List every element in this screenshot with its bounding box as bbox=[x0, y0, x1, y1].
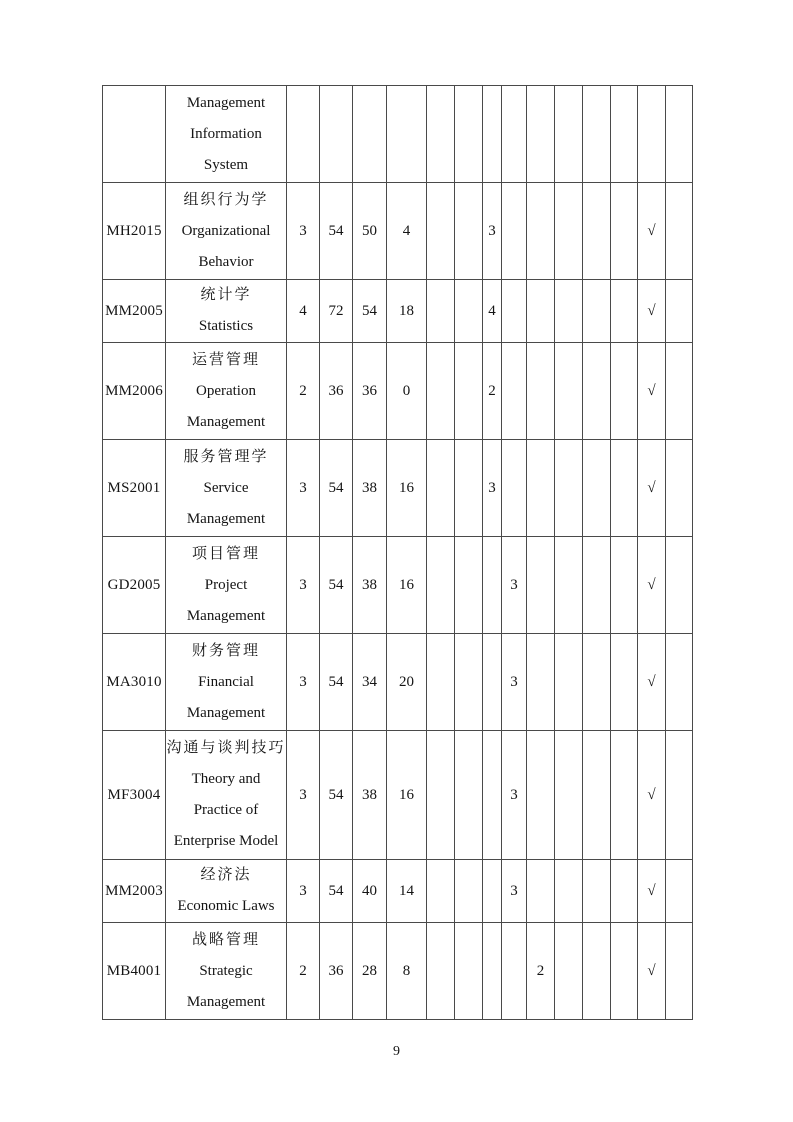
sem3-cell bbox=[483, 634, 502, 731]
course-code-cell: GD2005 bbox=[103, 537, 166, 634]
exam-check-cell: √ bbox=[638, 183, 666, 280]
course-name-line: 统计学 bbox=[200, 287, 252, 303]
sem5-cell bbox=[527, 280, 555, 343]
sem6-cell bbox=[555, 731, 583, 860]
lecture-hours-cell: 40 bbox=[353, 860, 387, 923]
sem4-cell: 3 bbox=[502, 537, 527, 634]
course-name-line: Strategic bbox=[199, 962, 253, 979]
sem4-cell: 3 bbox=[502, 634, 527, 731]
course-name-line: Statistics bbox=[198, 318, 254, 334]
sem1-cell bbox=[427, 183, 455, 280]
total-hours-cell: 54 bbox=[320, 183, 353, 280]
course-name-line: Management bbox=[186, 510, 266, 527]
course-row bbox=[103, 923, 693, 1020]
other-check-cell bbox=[666, 537, 693, 634]
sem4-cell bbox=[502, 280, 527, 343]
course-name-line: Theory and bbox=[191, 771, 261, 787]
course-row bbox=[103, 860, 693, 923]
sem4-cell: 3 bbox=[502, 731, 527, 860]
course-name-cell bbox=[166, 280, 287, 343]
sem7-cell bbox=[583, 183, 611, 280]
sem4-cell: 3 bbox=[502, 860, 527, 923]
lecture-hours-cell: 36 bbox=[353, 343, 387, 440]
sem6-cell bbox=[555, 440, 583, 537]
exam-check-cell: √ bbox=[638, 440, 666, 537]
sem6-cell bbox=[555, 923, 583, 1020]
course-name-line: 项目管理 bbox=[191, 545, 260, 562]
sem8-cell bbox=[611, 86, 638, 183]
sem3-cell: 3 bbox=[483, 183, 502, 280]
other-check-cell bbox=[666, 86, 693, 183]
exam-check-cell: √ bbox=[638, 280, 666, 343]
practice-hours-cell bbox=[387, 86, 427, 183]
exam-check-cell: √ bbox=[638, 923, 666, 1020]
sem6-cell bbox=[555, 280, 583, 343]
sem3-cell bbox=[483, 731, 502, 860]
sem8-cell bbox=[611, 634, 638, 731]
sem7-cell bbox=[583, 537, 611, 634]
sem1-cell bbox=[427, 860, 455, 923]
course-name-line: Management bbox=[186, 413, 266, 430]
sem3-cell bbox=[483, 860, 502, 923]
practice-hours-cell: 18 bbox=[387, 280, 427, 343]
course-name-line: System bbox=[203, 156, 249, 173]
other-check-cell bbox=[666, 440, 693, 537]
course-name-line: Behavior bbox=[198, 253, 254, 270]
sem6-cell bbox=[555, 537, 583, 634]
sem1-cell bbox=[427, 537, 455, 634]
sem8-cell bbox=[611, 280, 638, 343]
other-check-cell bbox=[666, 923, 693, 1020]
course-row bbox=[103, 86, 693, 183]
credits-cell: 2 bbox=[287, 343, 320, 440]
course-name-line: Organizational bbox=[181, 222, 271, 239]
sem3-cell: 2 bbox=[483, 343, 502, 440]
total-hours-cell: 54 bbox=[320, 537, 353, 634]
credits-cell: 2 bbox=[287, 923, 320, 1020]
course-name-line: 经济法 bbox=[200, 867, 252, 883]
course-row bbox=[103, 280, 693, 343]
course-code-cell: MM2006 bbox=[103, 343, 166, 440]
sem1-cell bbox=[427, 634, 455, 731]
course-row bbox=[103, 634, 693, 731]
other-check-cell bbox=[666, 280, 693, 343]
exam-check-cell: √ bbox=[638, 537, 666, 634]
sem2-cell bbox=[455, 183, 483, 280]
other-check-cell bbox=[666, 731, 693, 860]
other-check-cell bbox=[666, 634, 693, 731]
course-code-cell: MM2005 bbox=[103, 280, 166, 343]
course-name-line: Operation bbox=[196, 382, 256, 399]
practice-hours-cell: 16 bbox=[387, 537, 427, 634]
sem3-cell: 3 bbox=[483, 440, 502, 537]
course-code-cell: MB4001 bbox=[103, 923, 166, 1020]
sem8-cell bbox=[611, 537, 638, 634]
course-name-line: Management bbox=[186, 704, 266, 721]
credits-cell: 3 bbox=[287, 634, 320, 731]
sem1-cell bbox=[427, 731, 455, 860]
sem5-cell bbox=[527, 537, 555, 634]
course-name-cell bbox=[166, 183, 287, 280]
course-name-line: Management bbox=[186, 607, 266, 624]
course-name-line: Project bbox=[204, 576, 248, 593]
credits-cell: 3 bbox=[287, 537, 320, 634]
lecture-hours-cell: 50 bbox=[353, 183, 387, 280]
course-code-cell: MS2001 bbox=[103, 440, 166, 537]
course-name-cell bbox=[166, 860, 287, 923]
sem1-cell bbox=[427, 86, 455, 183]
practice-hours-cell: 16 bbox=[387, 440, 427, 537]
course-name-line: 财务管理 bbox=[191, 642, 260, 659]
sem2-cell bbox=[455, 731, 483, 860]
course-row bbox=[103, 537, 693, 634]
credits-cell: 3 bbox=[287, 860, 320, 923]
sem8-cell bbox=[611, 343, 638, 440]
sem2-cell bbox=[455, 537, 483, 634]
course-name-line: Financial bbox=[198, 673, 254, 690]
practice-hours-cell: 0 bbox=[387, 343, 427, 440]
practice-hours-cell: 20 bbox=[387, 634, 427, 731]
course-name-cell bbox=[166, 634, 287, 731]
sem4-cell bbox=[502, 923, 527, 1020]
sem5-cell: 2 bbox=[527, 923, 555, 1020]
sem3-cell bbox=[483, 537, 502, 634]
course-row bbox=[103, 440, 693, 537]
sem1-cell bbox=[427, 280, 455, 343]
sem8-cell bbox=[611, 923, 638, 1020]
course-row bbox=[103, 343, 693, 440]
sem6-cell bbox=[555, 634, 583, 731]
exam-check-cell bbox=[638, 86, 666, 183]
course-name-line: Management bbox=[186, 993, 266, 1010]
exam-check-cell: √ bbox=[638, 343, 666, 440]
sem2-cell bbox=[455, 860, 483, 923]
sem5-cell bbox=[527, 440, 555, 537]
total-hours-cell: 36 bbox=[320, 343, 353, 440]
sem5-cell bbox=[527, 634, 555, 731]
lecture-hours-cell: 34 bbox=[353, 634, 387, 731]
sem5-cell bbox=[527, 343, 555, 440]
sem7-cell bbox=[583, 343, 611, 440]
total-hours-cell bbox=[320, 86, 353, 183]
curriculum-table-body bbox=[103, 86, 693, 1020]
sem6-cell bbox=[555, 343, 583, 440]
course-name-cell bbox=[166, 86, 287, 183]
course-name-cell bbox=[166, 731, 287, 860]
credits-cell bbox=[287, 86, 320, 183]
course-name-line: Enterprise Model bbox=[173, 833, 279, 849]
course-name-line: 沟通与谈判技巧 bbox=[166, 740, 286, 756]
sem8-cell bbox=[611, 183, 638, 280]
sem5-cell bbox=[527, 183, 555, 280]
lecture-hours-cell: 28 bbox=[353, 923, 387, 1020]
lecture-hours-cell bbox=[353, 86, 387, 183]
practice-hours-cell: 16 bbox=[387, 731, 427, 860]
page-number: 9 bbox=[393, 1044, 400, 1059]
credits-cell: 4 bbox=[287, 280, 320, 343]
sem2-cell bbox=[455, 634, 483, 731]
total-hours-cell: 36 bbox=[320, 923, 353, 1020]
lecture-hours-cell: 38 bbox=[353, 731, 387, 860]
credits-cell: 3 bbox=[287, 731, 320, 860]
total-hours-cell: 54 bbox=[320, 440, 353, 537]
total-hours-cell: 54 bbox=[320, 860, 353, 923]
credits-cell: 3 bbox=[287, 183, 320, 280]
course-code-cell: MF3004 bbox=[103, 731, 166, 860]
course-name-line: 战略管理 bbox=[191, 931, 260, 948]
sem3-cell bbox=[483, 86, 502, 183]
total-hours-cell: 54 bbox=[320, 731, 353, 860]
course-name-line: Economic Laws bbox=[177, 898, 275, 914]
course-name-line: 服务管理学 bbox=[183, 448, 269, 465]
sem1-cell bbox=[427, 440, 455, 537]
sem1-cell bbox=[427, 343, 455, 440]
course-name-cell bbox=[166, 343, 287, 440]
sem2-cell bbox=[455, 343, 483, 440]
sem5-cell bbox=[527, 86, 555, 183]
sem2-cell bbox=[455, 86, 483, 183]
other-check-cell bbox=[666, 343, 693, 440]
sem2-cell bbox=[455, 440, 483, 537]
practice-hours-cell: 4 bbox=[387, 183, 427, 280]
total-hours-cell: 54 bbox=[320, 634, 353, 731]
sem1-cell bbox=[427, 923, 455, 1020]
course-row bbox=[103, 183, 693, 280]
sem7-cell bbox=[583, 86, 611, 183]
other-check-cell bbox=[666, 183, 693, 280]
total-hours-cell: 72 bbox=[320, 280, 353, 343]
sem2-cell bbox=[455, 280, 483, 343]
other-check-cell bbox=[666, 860, 693, 923]
course-name-line: Management bbox=[186, 94, 266, 111]
sem7-cell bbox=[583, 280, 611, 343]
lecture-hours-cell: 38 bbox=[353, 440, 387, 537]
sem6-cell bbox=[555, 86, 583, 183]
course-code-cell: MA3010 bbox=[103, 634, 166, 731]
sem7-cell bbox=[583, 923, 611, 1020]
sem7-cell bbox=[583, 440, 611, 537]
course-name-cell bbox=[166, 440, 287, 537]
sem6-cell bbox=[555, 860, 583, 923]
course-name-line: Information bbox=[190, 125, 262, 142]
lecture-hours-cell: 54 bbox=[353, 280, 387, 343]
sem4-cell bbox=[502, 440, 527, 537]
course-name-cell bbox=[166, 923, 287, 1020]
practice-hours-cell: 8 bbox=[387, 923, 427, 1020]
sem3-cell: 4 bbox=[483, 280, 502, 343]
curriculum-table bbox=[102, 85, 693, 1020]
sem3-cell bbox=[483, 923, 502, 1020]
course-name-line: 运营管理 bbox=[191, 351, 260, 368]
lecture-hours-cell: 38 bbox=[353, 537, 387, 634]
course-name-line: Service bbox=[203, 479, 249, 496]
course-row bbox=[103, 731, 693, 860]
course-name-line: 组织行为学 bbox=[183, 191, 269, 208]
course-code-cell: MH2015 bbox=[103, 183, 166, 280]
sem7-cell bbox=[583, 634, 611, 731]
course-code-cell: MM2003 bbox=[103, 860, 166, 923]
sem8-cell bbox=[611, 860, 638, 923]
sem2-cell bbox=[455, 923, 483, 1020]
sem8-cell bbox=[611, 440, 638, 537]
course-name-cell bbox=[166, 537, 287, 634]
sem4-cell bbox=[502, 343, 527, 440]
practice-hours-cell: 14 bbox=[387, 860, 427, 923]
sem4-cell bbox=[502, 86, 527, 183]
course-name-line: Practice of bbox=[193, 802, 259, 818]
sem4-cell bbox=[502, 183, 527, 280]
sem5-cell bbox=[527, 731, 555, 860]
exam-check-cell: √ bbox=[638, 731, 666, 860]
sem6-cell bbox=[555, 183, 583, 280]
sem7-cell bbox=[583, 731, 611, 860]
credits-cell: 3 bbox=[287, 440, 320, 537]
exam-check-cell: √ bbox=[638, 860, 666, 923]
exam-check-cell: √ bbox=[638, 634, 666, 731]
sem5-cell bbox=[527, 860, 555, 923]
course-code-cell bbox=[103, 86, 166, 183]
sem7-cell bbox=[583, 860, 611, 923]
sem8-cell bbox=[611, 731, 638, 860]
